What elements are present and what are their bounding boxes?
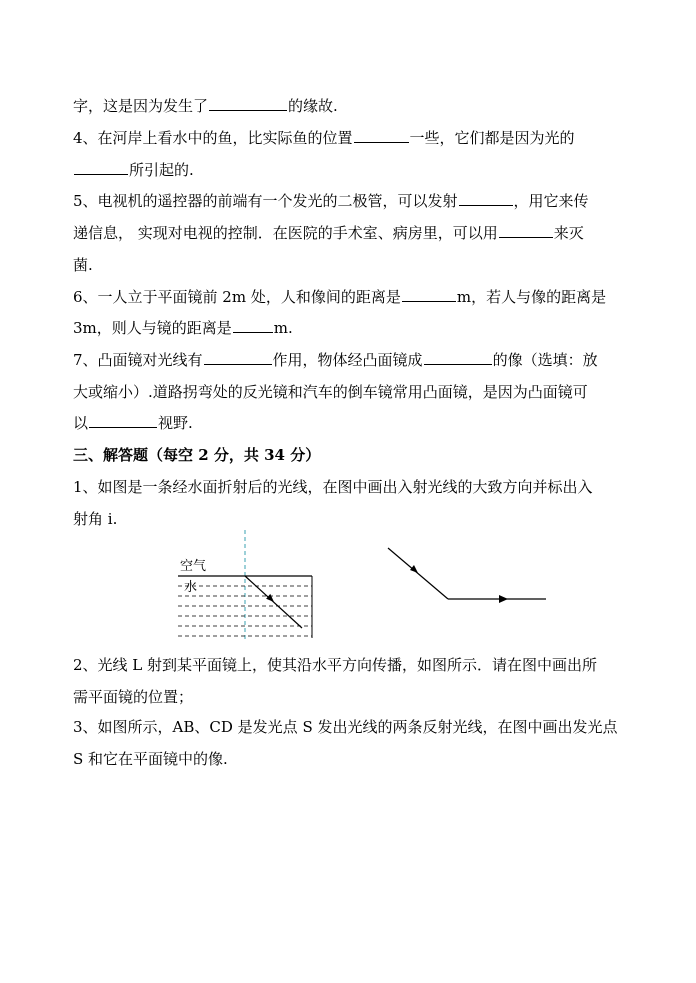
text-segment: 所引起的.	[129, 161, 194, 179]
text-segment: ，用它来传	[513, 192, 589, 210]
text-segment: 3m，则人与镜的距离是	[73, 319, 232, 337]
text-segment: 7、凸面镜对光线有	[73, 351, 203, 369]
text-line-8	[73, 317, 293, 339]
answer-blank[interactable]	[402, 286, 456, 302]
text-segment: m.	[273, 319, 293, 337]
text-segment: 大或缩小）.道路拐弯处的反光镜和汽车的倒车镜常用凸面镜，是因为凸面镜可	[73, 383, 588, 401]
text-segment: 字，这是因为发生了	[73, 97, 209, 115]
answer-blank[interactable]	[499, 222, 553, 238]
text-line-3	[73, 159, 194, 181]
incident-ray	[388, 548, 448, 599]
text-segment: 4、在河岸上看水中的鱼，比实际鱼的位置	[73, 129, 353, 147]
question-2-line-2: 需平面镜的位置；	[73, 688, 194, 706]
question-3-line-2: S 和它在平面镜中的像.	[73, 750, 228, 768]
text-line-2	[73, 127, 575, 149]
text-segment: 递信息， 实现对电视的控制．在医院的手术室、病房里，可以用	[73, 224, 498, 242]
text-line-1	[73, 95, 338, 117]
text-segment: 的像（选填：放	[492, 351, 598, 369]
arrow-head	[266, 594, 274, 602]
question-2-line-1: 2、光线 L 射到某平面镜上，使其沿水平方向传播，如图所示．请在图中画出所	[73, 656, 598, 674]
incident-arrow-head	[410, 565, 418, 573]
text-line-9	[73, 349, 598, 371]
text-segment: 一些，它们都是因为光的	[409, 129, 575, 147]
water-label: 水	[184, 580, 198, 595]
answer-blank[interactable]	[89, 412, 157, 428]
text-segment: 6、一人立于平面镜前 2m 处，人和像间的距离是	[73, 288, 401, 306]
answer-blank[interactable]	[354, 127, 409, 143]
text-line-6	[73, 254, 93, 276]
answer-blank[interactable]	[204, 349, 272, 365]
text-segment: 作用，物体经凸面镜成	[272, 351, 423, 369]
answer-blank[interactable]	[74, 159, 128, 175]
text-segment: 以	[73, 414, 89, 432]
section-title: 三、解答题（每空 2 分，共 34 分）	[73, 446, 321, 464]
light-ray-figure	[380, 540, 555, 610]
text-segment: m，若人与像的距离是	[456, 288, 607, 306]
text-line-11	[73, 412, 193, 434]
answer-blank[interactable]	[424, 349, 492, 365]
text-line-10	[73, 381, 588, 403]
air-label: 空气	[180, 559, 207, 574]
text-line-4	[73, 190, 589, 212]
text-segment: 的缘故.	[288, 97, 338, 115]
text-segment: 来灭	[553, 224, 584, 242]
question-3-line-1: 3、如图所示，AB、CD 是发光点 S 发出光线的两条反射光线，在图中画出发光点	[73, 718, 618, 736]
text-line-7	[73, 286, 606, 308]
text-segment: 菌.	[73, 256, 93, 274]
answer-blank[interactable]	[209, 95, 287, 111]
refracted-ray	[245, 576, 302, 628]
question-1-line-2: 射角 i.	[73, 510, 118, 528]
question-1-line-1: 1、如图是一条经水面折射后的光线，在图中画出入射光线的大致方向并标出入	[73, 478, 593, 496]
horizontal-arrow-head	[499, 595, 508, 603]
answer-blank[interactable]	[233, 317, 273, 333]
refraction-figure	[170, 528, 320, 644]
answer-blank[interactable]	[459, 190, 513, 206]
text-line-5	[73, 222, 584, 244]
text-segment: 视野.	[158, 414, 193, 432]
text-segment: 5、电视机的遥控器的前端有一个发光的二极管，可以发射	[73, 192, 458, 210]
